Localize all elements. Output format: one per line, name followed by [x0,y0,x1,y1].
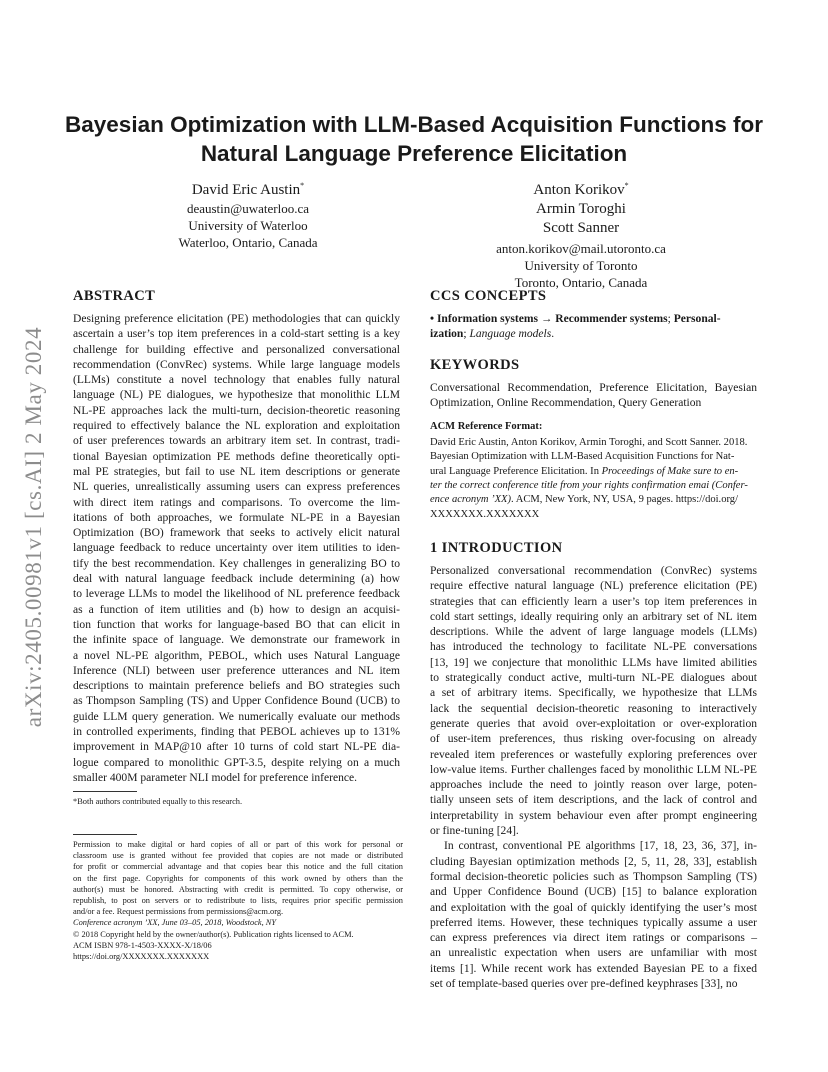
footnote-rule [73,791,137,792]
permission-rule [73,834,137,835]
permission-line: and/or a fee. Request permissions from permissions@acm.org. [73,907,284,917]
author-name: David Eric Austin [191,182,301,198]
abstract-line: challenge for building effective and personalized conversational [73,343,400,356]
abstract-heading: ABSTRACT [73,288,156,304]
abstract-line: descriptions to maintain preference beliefs and BO strategies such [73,680,400,693]
author-block-right [466,176,696,291]
doi-link[interactable]: https://doi.org/XXXXXXX.XXXXXXX [73,952,210,962]
introduction-line: generate queries that avoid over-exploitation or over-exploration [430,717,757,730]
introduction-line: formal decision-theoretic policies such as Thompson Sampling (TS) [430,870,757,883]
introduction-line: and Upper Confidence Bound (UCB) [15] to balance exploration [430,886,757,899]
author-location: Waterloo, Ontario, Canada [178,235,318,250]
abstract-section [73,288,400,786]
introduction-line: revealed item preferences or wastefully exploring preferences over [430,748,757,761]
keyword-line: Optimization, Online Recommendation, Query Generation [430,396,702,409]
abstract-line: Designing preference elicitation (PE) methodologies that can quickly [73,313,400,325]
abstract-line: in controlled experiments, finding that PEBOL achieves up to 131% [73,726,400,739]
title-line-2: Natural Language Preference Elicitation [200,141,628,166]
ccs-separator: ; [667,313,674,325]
introduction-paragraph-2 [430,839,757,992]
introduction-line: tially unseen sets of item descriptions, and the lack of control and [430,794,757,807]
ccs-bullet: • [430,313,435,325]
introduction-line: of user-item preferences, thus risking over-focusing on already [430,733,757,746]
abstract-line: the infinite space of language. We demonstrate our framework in [73,634,400,647]
author-affiliation: University of Toronto [524,258,638,273]
acm-ref-line: ural Language Preference Elicitation. In [430,465,602,477]
introduction-line: an unrealistic expectation when users are unfamiliar with most [430,947,757,960]
keywords-heading: KEYWORDS [430,356,520,373]
abstract-line: as Thompson Sampling (TS) and Upper Confidence Bound (UCB) to [73,695,400,708]
abstract-line: mal PE strategies, but fail to use NL item descriptions or generate [73,465,400,478]
introduction-line: has introduced the technology to facilitate NL-PE conversations [430,641,757,654]
introduction-line: cluding Bayesian optimization methods [2, 5, 11, 28, 33], establish [430,855,757,868]
keyword-line: Conversational Recommendation, Preference Elicitation, Bayesian [430,381,757,394]
author-name: Armin Toroghi [536,201,626,217]
abstract-line: itations of both approaches, we formulate NL-PE in a Bayesian [73,511,400,524]
abstract-line: logue compared to monolithic GPT-3.5, despite relying on a much [73,756,400,769]
author-block-left [148,176,348,251]
ccs-heading: CCS CONCEPTS [430,288,547,304]
introduction-line: preferred items. However, these techniques typically assume a user [430,916,757,929]
introduction-line: low-value items. Further challenges faced by monolithic LLM NL-PE [430,763,757,776]
ccs-personalization-b: ization [430,328,464,341]
author-location: Toronto, Ontario, Canada [514,275,648,290]
ccs-language-models: Language models [469,328,552,341]
permission-notice [73,839,403,917]
right-column [430,288,757,992]
abstract-line: language feedback to reduce uncertainty over item utilities to iden- [73,542,400,555]
arxiv-sidebar [14,290,54,764]
introduction-line: interpretability in system behaviour even after prompt engineering [430,809,757,822]
ccs-recommender-systems: Recommender systems [555,313,668,325]
ccs-personalization-a: Personal- [673,313,721,325]
acm-ref-proceedings: Proceedings of Make sure to en- [601,465,739,477]
acm-ref-acronym: ence acronym ’XX) [430,494,512,506]
introduction-heading: 1 INTRODUCTION [430,539,563,556]
acm-ref-line[interactable]: . ACM, New York, NY, USA, 9 pages. https://doi.org/ [511,494,738,506]
acm-ref-line: David Eric Austin, Anton Korikov, Armin Toroghi, and Scott Sanner. 2018. [430,437,748,449]
introduction-line: can express preferences via direct item ratings or comparisons – [430,932,757,945]
introduction-line: set of template-based queries over pre-defined keyphrases [33], no [430,977,738,990]
abstract-line: Inference (NLI) between user preference utterances and NL item [73,664,400,677]
abstract-line: NL queries, unrealistically assuming users can express preferences [73,481,400,494]
keywords-body [430,381,757,412]
abstract-line: Optimization (BO) framework that seeks to actively elicit natural [73,527,400,540]
abstract-line: deal with natural language feedback include determining (a) how [73,573,400,586]
ccs-end: . [551,328,555,341]
introduction-line: and exploitation with the goal of quickly identifying the user’s most [430,901,757,914]
ccs-information-systems: Information systems [436,313,538,325]
abstract-line: required to effectively balance the NL exploration and exploitation [73,420,400,433]
abstract-line: tify the best recommendation. Key challenges in generalizing BO to [73,557,400,570]
permission-block [73,839,403,962]
title-line-1: Bayesian Optimization with LLM-Based Acquisition Functions for [65,112,763,137]
author-email[interactable]: deaustin@uwaterloo.ca [186,201,310,216]
introduction-line: descriptions. While the advent of large language models (LLMs) [430,626,757,639]
acm-ref-heading: ACM Reference Format: [430,421,543,433]
abstract-line: guide LLM query generation. We numerically evaluate our methods [73,710,400,723]
abstract-line: a novel NL-PE algorithm, PEBOL, which uses Natural Language [73,649,400,662]
permission-line: classroom use is granted without fee provided that copies are not made or distributed [73,851,403,861]
introduction-line: lack the sequential decision-theoretic reasoning to interactively [430,702,757,715]
author-name: Anton Korikov [533,182,625,198]
author-affiliation: University of Waterloo [188,218,308,233]
ccs-concepts [430,312,757,343]
ccs-arrow: → [537,313,556,325]
abstract-line: with direct item ratings and comparisons. To overcome the lim- [73,496,400,509]
abstract-line: smaller 400M parameter NLI model for preference inference. [73,771,358,784]
equal-contribution-mark: * [624,181,629,190]
abstract-line: tional Bayesian optimization PE methods define theoretically opti- [73,450,400,463]
introduction-line: In contrast, conventional PE algorithms [17, 18, 23, 36, 37], in- [444,840,757,853]
copyright-line: © 2018 Copyright held by the owner/author(s). Publication rights licensed to ACM. [73,929,354,939]
permission-line: republish, to post on servers or to redistribute to lists, requires prior specific permission [73,896,403,906]
acm-reference [430,436,757,522]
introduction-paragraph-1 [430,564,757,839]
ccs-separator: ; [463,328,470,341]
abstract-line: language (NL) PE dialogues, we hypothesize that monolithic LLM [73,389,400,402]
acm-ref-doi[interactable]: XXXXXXX.XXXXXXX [430,508,540,520]
introduction-line: to strategically conduct active, multi-turn NL-PE dialogues about [430,672,757,685]
abstract-line: improvement in MAP@10 after 10 turns of cold start NL-PE dia- [73,741,400,754]
introduction-line: require effective natural language (NL) preference elicitation (PE) [430,580,757,593]
permission-line: Permission to make digital or hard copies of all or part of this work for personal or [73,840,403,849]
permission-line: author(s) must be honored. Abstracting with credit is permitted. To copy otherwise, or [73,884,403,894]
abstract-line: NL-PE approaches lack the multi-turn, decision-theoretic reasoning [73,404,400,417]
paper-title [60,110,768,168]
author-email[interactable]: anton.korikov@mail.utoronto.ca [496,241,666,256]
author-name: Scott Sanner [542,220,620,236]
permission-line: on the first page. Copyrights for components of this work owned by others than the [73,873,403,883]
conference-info: Conference acronym ’XX, June 03–05, 2018, Woodstock, NY [73,918,277,928]
introduction-line: or fine-tuning [24]. [430,825,519,838]
introduction-line: items [1]. While recent work has extended Bayesian PE to a fixed [430,962,757,975]
equal-contribution-mark: * [300,181,305,190]
acm-ref-line: Bayesian Optimization with LLM-Based Acquisition Functions for Nat- [430,451,735,463]
introduction-line: a set of arbitrary items. Specifically, we hypothesize that LLMs [430,687,757,700]
acm-ref-line: ter the correct conference title from your rights confirmation emai (Confer- [430,480,748,492]
abstract-line: to leverage LLMs to model the likelihood of NL preference feedback [73,588,400,601]
arxiv-identifier: arXiv:2405.00981v1 [cs.AI] 2 May 2024 [21,326,46,728]
introduction-line: Personalized conversational recommendation (ConvRec) systems [430,564,757,577]
introduction-line: cold start settings, ideally requiring only an arbitrary set of NL item [430,610,757,623]
abstract-line: (LLMs) constitute a novel technology that enables fully natural [73,374,400,387]
abstract-line: recommendation (ConvRec) systems. While large language models [73,358,400,371]
abstract-line: of user preferences towards an arbitrary item set. In contrast, tradi- [73,435,400,448]
abstract-body [73,312,400,786]
introduction-line: strategies that can efficiently learn a user’s top item preferences in [430,595,757,608]
permission-line: for profit or commercial advantage and that copies bear this notice and the full citation [73,862,403,872]
abstract-line: tion function that works for language-based BO that can elicit in [73,618,400,631]
introduction-line: [13, 19] we conjecture that monolithic LLMs have limited abilities [430,656,757,669]
footnote-text: *Both authors contributed equally to this research. [73,797,243,806]
abstract-line: as a function of item utilities and (b) how to design an acquisi- [73,603,400,616]
introduction-line: approaches include the need to jointly reason over large, poten- [430,779,757,792]
abstract-line: ascertain a user’s top item preferences in a cold-start setting is a key [73,328,400,341]
isbn-line: ACM ISBN 978-1-4503-XXXX-X/18/06 [73,940,212,950]
